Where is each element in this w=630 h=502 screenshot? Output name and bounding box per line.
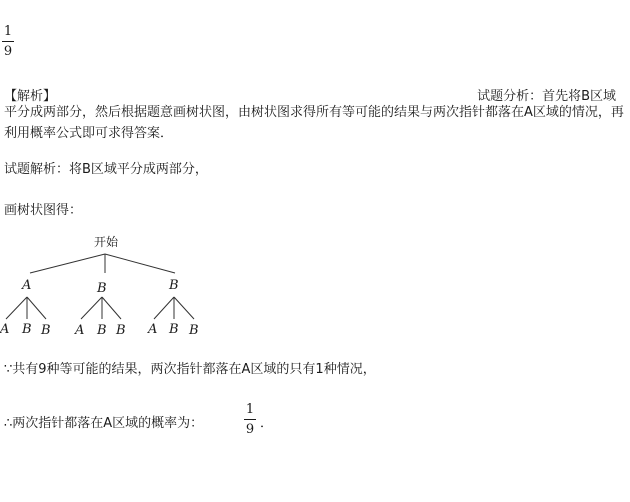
edge-b2-a bbox=[154, 297, 174, 319]
edge-b1-a bbox=[81, 297, 102, 319]
edge-a-a bbox=[6, 297, 27, 319]
conclusion-numerator: 1 bbox=[245, 402, 255, 417]
tree-root: 开始 bbox=[94, 235, 119, 249]
fraction-bar bbox=[2, 41, 14, 42]
tree-l2-0-1: B bbox=[22, 322, 32, 337]
solution-step2: 画树状图得： bbox=[4, 203, 83, 218]
conclusion-fraction bbox=[244, 402, 256, 437]
answer-numerator: 1 bbox=[3, 24, 13, 39]
fraction-bar bbox=[244, 419, 256, 420]
answer-denominator: 9 bbox=[3, 44, 13, 59]
conclusion-suffix: ． bbox=[260, 416, 274, 431]
tree-l2-2-0: A bbox=[148, 322, 158, 337]
conclusion-line1: ∵共有9种等可能的结果，两次指针都落在A区域的只有1种情况， bbox=[4, 362, 376, 377]
conclusion-line2 bbox=[4, 412, 203, 431]
tree-l2-1-0: A bbox=[75, 323, 85, 338]
conclusion-prefix: ∴两次指针都落在A区域的概率为： bbox=[4, 416, 204, 431]
analysis-intro: 试题分析：首先将B区域 bbox=[477, 89, 616, 104]
tree-l2-0-2: B bbox=[41, 323, 51, 338]
tree-diagram bbox=[0, 230, 630, 350]
tree-l2-2-2: B bbox=[189, 323, 199, 338]
edge-a-b2 bbox=[27, 297, 46, 319]
answer-fraction bbox=[2, 24, 14, 59]
analysis-label: 【解析】 bbox=[4, 89, 57, 104]
tree-l2-0-0: A bbox=[0, 322, 10, 337]
edge-root-b2 bbox=[105, 254, 175, 273]
tree-l2-2-1: B bbox=[169, 322, 179, 337]
tree-l1-a: A bbox=[22, 278, 32, 293]
edge-b2-b2 bbox=[174, 297, 194, 319]
solution-step1: 试题解析：将B区域平分成两部分， bbox=[4, 162, 208, 177]
edge-b1-b2 bbox=[102, 297, 121, 319]
tree-l1-b1: B bbox=[97, 281, 107, 296]
tree-l2-1-2: B bbox=[116, 323, 126, 338]
conclusion-denominator: 9 bbox=[245, 422, 255, 437]
analysis-body: 平分成两部分，然后根据题意画树状图，由树状图求得所有等可能的结果与两次指针都落在A区域的情况，再利用概率公式即可求得答案． bbox=[4, 105, 624, 141]
tree-l1-b2: B bbox=[169, 278, 179, 293]
edge-root-a bbox=[30, 254, 105, 273]
tree-l2-1-1: B bbox=[97, 323, 107, 338]
